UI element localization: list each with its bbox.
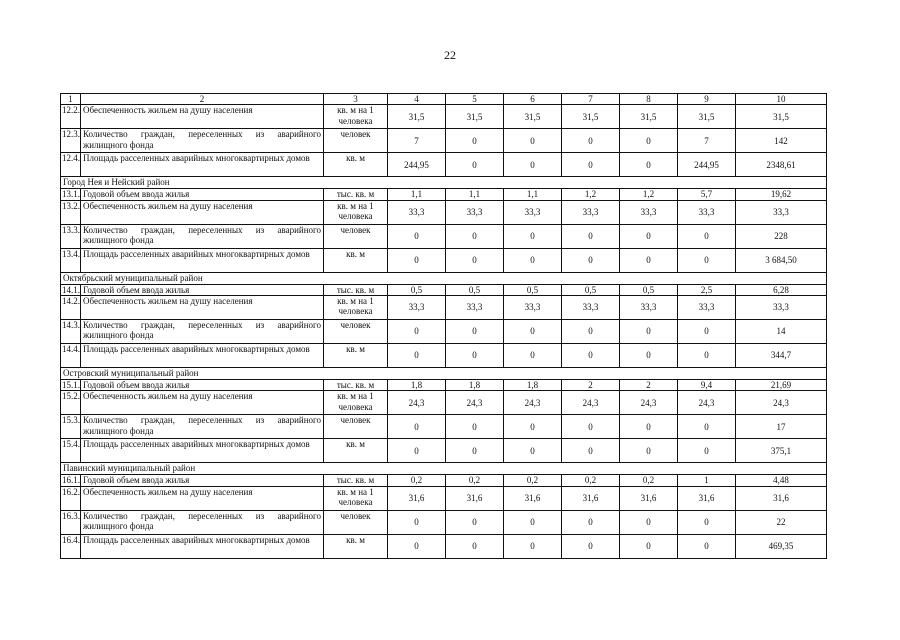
value-cell: 24,3 xyxy=(620,391,678,415)
value-cell: 1,1 xyxy=(504,189,562,200)
row-name: Количество граждан, переселенных из аварийного жилищного фонда xyxy=(81,129,324,153)
row-name: Количество граждан, переселенных из аварийного жилищного фонда xyxy=(81,415,324,439)
value-cell: 0 xyxy=(504,510,562,534)
table-row xyxy=(61,534,827,558)
row-unit: тыс. кв. м xyxy=(324,475,388,486)
table-row xyxy=(61,129,827,153)
value-cell: 0 xyxy=(504,415,562,439)
row-name: Годовой объем ввода жилья xyxy=(81,475,324,486)
table-row xyxy=(61,380,827,391)
value-cell: 0,5 xyxy=(620,284,678,295)
value-cell: 31,5 xyxy=(562,105,620,129)
row-name: Обеспеченность жильем на душу населения xyxy=(81,200,324,224)
value-cell: 0,2 xyxy=(620,475,678,486)
row-name: Количество граждан, переселенных из аварийного жилищного фонда xyxy=(81,510,324,534)
row-code: 15.3. xyxy=(61,415,81,439)
table-row xyxy=(61,284,827,295)
value-cell: 1,2 xyxy=(620,189,678,200)
value-cell: 0 xyxy=(678,248,736,272)
row-code: 12.4. xyxy=(61,153,81,177)
value-cell: 24,3 xyxy=(678,391,736,415)
row-unit: кв. м xyxy=(324,153,388,177)
value-cell: 1,8 xyxy=(446,380,504,391)
value-cell: 0 xyxy=(388,224,446,248)
value-cell: 0 xyxy=(504,248,562,272)
row-unit: кв. м на 1 человека xyxy=(324,486,388,510)
row-name: Площадь расселенных аварийных многоквартирных домов xyxy=(81,439,324,463)
row-code: 16.1. xyxy=(62,475,80,486)
value-cell: 0 xyxy=(504,534,562,558)
row-name: Обеспеченность жильем на душу населения xyxy=(81,486,324,510)
table-row xyxy=(61,486,827,510)
value-cell: 0 xyxy=(388,510,446,534)
section-row xyxy=(61,272,827,284)
value-cell: 0 xyxy=(620,224,678,248)
row-code: 13.1. xyxy=(62,189,80,200)
table-row xyxy=(61,415,827,439)
value-cell: 31,6 xyxy=(446,486,504,510)
row-name: Площадь расселенных аварийных многоквартирных домов xyxy=(81,153,324,177)
value-cell: 31,5 xyxy=(678,105,736,129)
header-cell: 5 xyxy=(446,94,504,105)
value-cell: 228 xyxy=(736,224,827,248)
section-title: Островский муниципальный район xyxy=(61,368,827,380)
row-name: Обеспеченность жильем на душу населения xyxy=(81,105,324,129)
value-cell: 1,8 xyxy=(388,380,446,391)
header-row xyxy=(61,94,827,105)
value-cell: 7 xyxy=(678,129,736,153)
table-row xyxy=(61,475,827,486)
value-cell: 0 xyxy=(620,415,678,439)
header-cell: 4 xyxy=(388,94,446,105)
row-name: Годовой объем ввода жилья xyxy=(81,380,324,391)
table-row xyxy=(61,439,827,463)
value-cell: 21,69 xyxy=(736,380,827,391)
value-cell: 33,3 xyxy=(504,200,562,224)
row-unit: человек xyxy=(324,415,388,439)
table-row xyxy=(61,248,827,272)
value-cell: 0,2 xyxy=(388,475,446,486)
value-cell: 0 xyxy=(446,534,504,558)
value-cell: 2348,61 xyxy=(736,153,827,177)
row-code: 15.1. xyxy=(62,380,80,391)
value-cell: 33,3 xyxy=(504,296,562,320)
value-cell: 344,7 xyxy=(736,344,827,368)
value-cell: 0 xyxy=(562,129,620,153)
value-cell: 33,3 xyxy=(736,200,827,224)
value-cell: 375,1 xyxy=(736,439,827,463)
value-cell: 33,3 xyxy=(446,200,504,224)
value-cell: 0 xyxy=(446,320,504,344)
value-cell: 22 xyxy=(736,510,827,534)
value-cell: 0 xyxy=(446,248,504,272)
value-cell: 33,3 xyxy=(446,296,504,320)
row-code: 12.2. xyxy=(61,105,81,129)
value-cell: 0 xyxy=(504,153,562,177)
section-row xyxy=(61,177,827,189)
row-unit: человек xyxy=(324,129,388,153)
row-name: Площадь расселенных аварийных многоквартирных домов xyxy=(81,344,324,368)
row-code: 16.3. xyxy=(61,510,81,534)
table-row xyxy=(61,224,827,248)
value-cell: 1,2 xyxy=(562,189,620,200)
value-cell: 0 xyxy=(678,224,736,248)
header-cell: 9 xyxy=(678,94,736,105)
table-row xyxy=(61,105,827,129)
value-cell: 7 xyxy=(388,129,446,153)
value-cell: 0 xyxy=(446,224,504,248)
row-unit: кв. м xyxy=(324,248,388,272)
value-cell: 2,5 xyxy=(678,284,736,295)
value-cell: 31,5 xyxy=(620,105,678,129)
value-cell: 1,1 xyxy=(446,189,504,200)
row-code: 15.4. xyxy=(61,439,81,463)
table-body xyxy=(61,94,827,559)
value-cell: 0 xyxy=(562,224,620,248)
section-title: Город Нея и Нейский район xyxy=(61,177,827,189)
section-row xyxy=(61,463,827,475)
row-unit: человек xyxy=(324,224,388,248)
value-cell: 17 xyxy=(736,415,827,439)
row-code: 14.2. xyxy=(61,296,81,320)
section-row xyxy=(61,368,827,380)
header-cell: 7 xyxy=(562,94,620,105)
value-cell: 0 xyxy=(678,439,736,463)
table-row xyxy=(61,200,827,224)
value-cell: 24,3 xyxy=(446,391,504,415)
value-cell: 0 xyxy=(562,439,620,463)
value-cell: 0 xyxy=(504,439,562,463)
row-name: Количество граждан, переселенных из аварийного жилищного фонда xyxy=(81,224,324,248)
value-cell: 0 xyxy=(446,153,504,177)
value-cell: 33,3 xyxy=(388,296,446,320)
value-cell: 0,5 xyxy=(562,284,620,295)
value-cell: 0 xyxy=(388,320,446,344)
value-cell: 33,3 xyxy=(678,200,736,224)
row-unit: кв. м xyxy=(324,534,388,558)
row-code: 13.4. xyxy=(61,248,81,272)
value-cell: 0 xyxy=(504,224,562,248)
value-cell: 0 xyxy=(504,129,562,153)
value-cell: 0 xyxy=(562,248,620,272)
row-code: 14.1. xyxy=(62,284,80,295)
value-cell: 0 xyxy=(620,534,678,558)
row-unit: кв. м на 1 человека xyxy=(324,105,388,129)
row-unit: тыс. кв. м xyxy=(324,380,388,391)
value-cell: 0 xyxy=(388,439,446,463)
row-code: 12.3. xyxy=(61,129,81,153)
value-cell: 5,7 xyxy=(678,189,736,200)
page-number: 22 xyxy=(444,48,456,62)
value-cell: 0 xyxy=(562,415,620,439)
table-row xyxy=(61,189,827,200)
value-cell: 0 xyxy=(620,344,678,368)
value-cell: 1 xyxy=(678,475,736,486)
row-code: 15.2. xyxy=(61,391,81,415)
table-row xyxy=(61,510,827,534)
value-cell: 0,5 xyxy=(504,284,562,295)
row-unit: кв. м xyxy=(324,344,388,368)
value-cell: 0 xyxy=(504,320,562,344)
value-cell: 31,5 xyxy=(736,105,827,129)
row-name: Площадь расселенных аварийных многоквартирных домов xyxy=(81,248,324,272)
value-cell: 0 xyxy=(678,344,736,368)
row-code: 14.3. xyxy=(61,320,81,344)
value-cell: 0 xyxy=(678,415,736,439)
section-title: Октябрьский муниципальный район xyxy=(61,272,827,284)
value-cell: 31,6 xyxy=(678,486,736,510)
header-cell: 10 xyxy=(736,94,827,105)
value-cell: 31,5 xyxy=(446,105,504,129)
value-cell: 0 xyxy=(562,344,620,368)
row-code: 14.4. xyxy=(61,344,81,368)
value-cell: 31,6 xyxy=(736,486,827,510)
value-cell: 0 xyxy=(620,510,678,534)
value-cell: 33,3 xyxy=(678,296,736,320)
row-name: Площадь расселенных аварийных многоквартирных домов xyxy=(81,534,324,558)
value-cell: 24,3 xyxy=(562,391,620,415)
header-cell: 6 xyxy=(504,94,562,105)
value-cell: 1,1 xyxy=(388,189,446,200)
value-cell: 31,5 xyxy=(388,105,446,129)
value-cell: 31,6 xyxy=(620,486,678,510)
row-unit: тыс. кв. м xyxy=(324,284,388,295)
value-cell: 6,28 xyxy=(736,284,827,295)
row-code: 16.2. xyxy=(61,486,81,510)
value-cell: 0 xyxy=(388,534,446,558)
header-cell: 2 xyxy=(81,94,324,105)
row-name: Годовой объем ввода жилья xyxy=(81,284,324,295)
value-cell: 0,2 xyxy=(504,475,562,486)
row-unit: кв. м на 1 человека xyxy=(324,391,388,415)
value-cell: 0 xyxy=(446,415,504,439)
table-row xyxy=(61,320,827,344)
value-cell: 9,4 xyxy=(678,380,736,391)
value-cell: 469,35 xyxy=(736,534,827,558)
value-cell: 0,2 xyxy=(446,475,504,486)
row-unit: кв. м xyxy=(324,439,388,463)
row-code: 13.2. xyxy=(61,200,81,224)
value-cell: 2 xyxy=(562,380,620,391)
table-row xyxy=(61,344,827,368)
value-cell: 33,3 xyxy=(562,200,620,224)
value-cell: 0 xyxy=(678,510,736,534)
value-cell: 31,6 xyxy=(504,486,562,510)
value-cell: 0 xyxy=(678,320,736,344)
value-cell: 33,3 xyxy=(736,296,827,320)
value-cell: 14 xyxy=(736,320,827,344)
value-cell: 0 xyxy=(446,129,504,153)
section-title: Павинский муниципальный район xyxy=(61,463,827,475)
value-cell: 244,95 xyxy=(678,153,736,177)
value-cell: 0 xyxy=(562,534,620,558)
value-cell: 0 xyxy=(388,415,446,439)
value-cell: 24,3 xyxy=(736,391,827,415)
value-cell: 0 xyxy=(678,534,736,558)
value-cell: 0 xyxy=(446,510,504,534)
value-cell: 33,3 xyxy=(562,296,620,320)
value-cell: 0 xyxy=(388,344,446,368)
value-cell: 0 xyxy=(620,129,678,153)
value-cell: 33,3 xyxy=(620,200,678,224)
value-cell: 0 xyxy=(620,439,678,463)
value-cell: 1,8 xyxy=(504,380,562,391)
value-cell: 244,95 xyxy=(388,153,446,177)
value-cell: 33,3 xyxy=(388,200,446,224)
row-unit: кв. м на 1 человека xyxy=(324,200,388,224)
value-cell: 0,5 xyxy=(388,284,446,295)
value-cell: 2 xyxy=(620,380,678,391)
header-cell: 3 xyxy=(324,94,388,105)
row-name: Обеспеченность жильем на душу населения xyxy=(81,296,324,320)
value-cell: 0 xyxy=(620,153,678,177)
header-cell: 8 xyxy=(620,94,678,105)
value-cell: 31,6 xyxy=(388,486,446,510)
table-row xyxy=(61,296,827,320)
header-cell: 1 xyxy=(61,94,81,105)
row-unit: человек xyxy=(324,320,388,344)
value-cell: 0 xyxy=(620,248,678,272)
value-cell: 0 xyxy=(562,510,620,534)
row-name: Количество граждан, переселенных из аварийного жилищного фонда xyxy=(81,320,324,344)
table-row xyxy=(61,391,827,415)
value-cell: 0 xyxy=(388,248,446,272)
row-unit: человек xyxy=(324,510,388,534)
row-name: Обеспеченность жильем на душу населения xyxy=(81,391,324,415)
row-unit: тыс. кв. м xyxy=(324,189,388,200)
value-cell: 31,6 xyxy=(562,486,620,510)
value-cell: 24,3 xyxy=(504,391,562,415)
value-cell: 24,3 xyxy=(388,391,446,415)
value-cell: 0 xyxy=(504,344,562,368)
value-cell: 3 684,50 xyxy=(736,248,827,272)
value-cell: 33,3 xyxy=(620,296,678,320)
value-cell: 4,48 xyxy=(736,475,827,486)
row-unit: кв. м на 1 человека xyxy=(324,296,388,320)
value-cell: 142 xyxy=(736,129,827,153)
value-cell: 0 xyxy=(446,344,504,368)
value-cell: 31,5 xyxy=(504,105,562,129)
value-cell: 0 xyxy=(446,439,504,463)
value-cell: 0,2 xyxy=(562,475,620,486)
value-cell: 0 xyxy=(562,153,620,177)
value-cell: 0 xyxy=(620,320,678,344)
row-code: 13.3. xyxy=(61,224,81,248)
table-row xyxy=(61,153,827,177)
value-cell: 19,62 xyxy=(736,189,827,200)
row-code: 16.4. xyxy=(61,534,81,558)
data-table xyxy=(60,93,827,559)
row-name: Годовой объем ввода жилья xyxy=(81,189,324,200)
value-cell: 0,5 xyxy=(446,284,504,295)
value-cell: 0 xyxy=(562,320,620,344)
